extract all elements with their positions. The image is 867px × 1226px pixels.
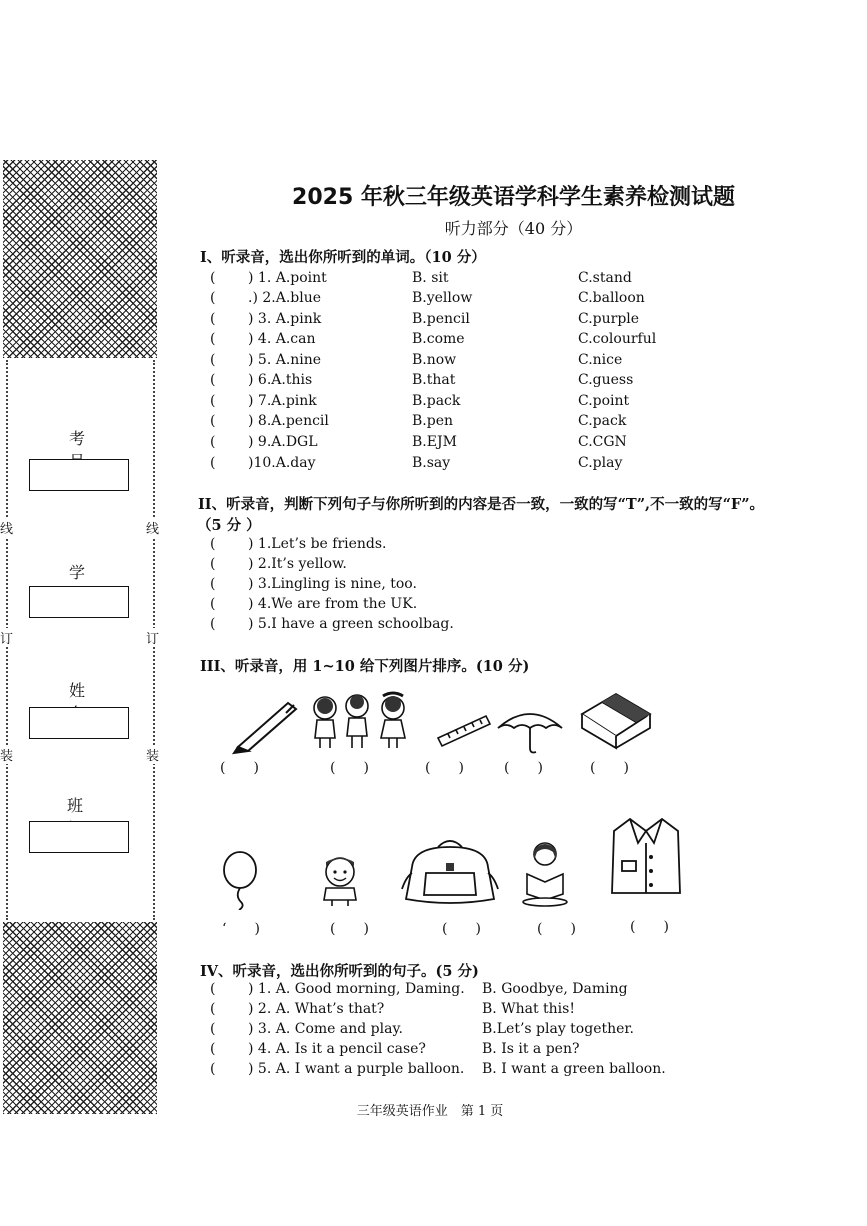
binding-char-zhuang-left: 装: [0, 745, 13, 764]
option-c: C.colourful: [578, 331, 657, 347]
option-a: )10.A.day: [248, 455, 316, 471]
answer-paren[interactable]: (: [210, 596, 216, 612]
school-field[interactable]: [29, 586, 129, 618]
option-b: B.yellow: [412, 290, 473, 306]
option-a: ) 9.A.DGL: [248, 434, 318, 450]
picture-answer-blank[interactable]: ( ): [504, 760, 543, 776]
option-c: C.stand: [578, 270, 632, 286]
pen-picture: [230, 695, 302, 755]
section2-heading-score: （5 分 ）: [197, 517, 261, 534]
hatched-strip-top: [3, 160, 157, 358]
answer-paren[interactable]: (: [210, 331, 216, 347]
picture-answer-blank[interactable]: ( ): [442, 921, 481, 937]
option-b: B. I want a green balloon.: [482, 1061, 666, 1077]
exam-number-field[interactable]: [29, 459, 129, 491]
girl-reading-picture: [517, 838, 573, 908]
option-a: ) 1. A.point: [248, 270, 327, 286]
answer-paren[interactable]: (: [210, 455, 216, 471]
answer-paren[interactable]: (: [210, 372, 216, 388]
section4-heading: IV、听录音，选出你所听到的句子。(5 分): [200, 963, 479, 980]
answer-paren[interactable]: (: [210, 616, 216, 632]
answer-paren[interactable]: (: [210, 536, 216, 552]
binding-char-ding-right: 订: [146, 628, 159, 647]
option-a: ) 3. A. Come and play.: [248, 1021, 403, 1037]
statement-text: ) 2.It’s yellow.: [248, 556, 347, 572]
option-c: C.nice: [578, 352, 623, 368]
picture-answer-blank[interactable]: ( ): [330, 921, 369, 937]
binding-char-ding-left: 订: [0, 628, 13, 647]
umbrella-picture: [494, 706, 566, 756]
option-b: B.come: [412, 331, 465, 347]
statement-text: ) 3.Lingling is nine, too.: [248, 576, 417, 592]
binding-char-xian-right: 线: [146, 518, 159, 537]
option-c: C.point: [578, 393, 630, 409]
answer-paren[interactable]: (: [210, 413, 216, 429]
answer-paren[interactable]: (: [210, 1061, 216, 1077]
picture-answer-blank[interactable]: ‘ ): [222, 921, 260, 937]
option-b: B.pack: [412, 393, 461, 409]
answer-paren[interactable]: (: [210, 556, 216, 572]
option-a: ) 5. A.nine: [248, 352, 322, 368]
answer-paren[interactable]: (: [210, 311, 216, 327]
option-a: ) 4. A.can: [248, 331, 316, 347]
option-a: ) 2. A. What’s that?: [248, 1001, 385, 1017]
answer-paren[interactable]: (: [210, 270, 216, 286]
binding-char-xian-left: 线: [0, 518, 13, 537]
option-c: C.play: [578, 455, 623, 471]
picture-answer-blank[interactable]: ( ): [220, 760, 259, 776]
answer-paren[interactable]: (: [210, 1041, 216, 1057]
answer-paren[interactable]: (: [210, 434, 216, 450]
school-label: 学: [68, 563, 107, 582]
option-b: B. What this!: [482, 1001, 575, 1017]
answer-paren[interactable]: (: [210, 393, 216, 409]
section2-heading: II、听录音，判断下列句子与你所听到的内容是否一致，一致的写“T”,不一致的写“F”。: [198, 496, 765, 513]
picture-answer-blank[interactable]: ( ): [630, 919, 669, 935]
option-a: ) 5. A. I want a purple balloon.: [248, 1061, 465, 1077]
option-a: .) 2.A.blue: [248, 290, 322, 306]
option-c: C.balloon: [578, 290, 645, 306]
option-a: ) 6.A.this: [248, 372, 313, 388]
name-label: 姓: [68, 681, 107, 700]
hatched-strip-bottom: [3, 922, 157, 1114]
section1-heading: Ⅰ、听录音，选出你所听到的单词。（10 分）: [200, 249, 486, 266]
option-b: B. Is it a pen?: [482, 1041, 580, 1057]
ruler-picture: [436, 712, 492, 748]
answer-paren[interactable]: (: [210, 1001, 216, 1017]
eraser-picture: [576, 688, 654, 750]
binding-char-zhuang-right: 装: [146, 745, 159, 764]
answer-paren[interactable]: (: [210, 352, 216, 368]
picture-answer-blank[interactable]: ( ): [425, 760, 464, 776]
name-field[interactable]: [29, 707, 129, 739]
option-b: B.pen: [412, 413, 454, 429]
option-b: B.say: [412, 455, 451, 471]
statement-text: ) 1.Let’s be friends.: [248, 536, 387, 552]
exam-number-label: 考: [68, 429, 107, 448]
picture-answer-blank[interactable]: ( ): [590, 760, 629, 776]
page-footer: 三年级英语作业 第 1 页: [356, 1104, 504, 1119]
option-b: B. Goodbye, Daming: [482, 981, 628, 997]
option-b: B.now: [412, 352, 457, 368]
option-c: C.CGN: [578, 434, 627, 450]
answer-paren[interactable]: (: [210, 576, 216, 592]
option-c: C.purple: [578, 311, 640, 327]
schoolbag-picture: [400, 833, 500, 907]
picture-answer-blank[interactable]: ( ): [330, 760, 369, 776]
option-a: ) 1. A. Good morning, Daming.: [248, 981, 465, 997]
class-label: 班: [66, 796, 105, 815]
option-b: B.pencil: [412, 311, 470, 327]
option-a: ) 8.A.pencil: [248, 413, 329, 429]
picture-answer-blank[interactable]: ( ): [537, 921, 576, 937]
option-b: B. sit: [412, 270, 449, 286]
option-b: B.EJM: [412, 434, 457, 450]
option-a: ) 4. A. Is it a pencil case?: [248, 1041, 426, 1057]
statement-text: ) 4.We are from the UK.: [248, 596, 418, 612]
option-c: C.guess: [578, 372, 634, 388]
section3-heading: III、听录音，用 1~10 给下列图片排序。(10 分): [200, 658, 530, 675]
answer-paren[interactable]: (: [210, 290, 216, 306]
page-subtitle: 听力部分（40 分）: [444, 219, 583, 238]
option-a: ) 7.A.pink: [248, 393, 317, 409]
jacket-picture: [608, 813, 684, 899]
option-a: ) 3. A.pink: [248, 311, 322, 327]
answer-paren[interactable]: (: [210, 1021, 216, 1037]
class-field[interactable]: [29, 821, 129, 853]
option-c: C.pack: [578, 413, 627, 429]
page-title: 2025 年秋三年级英语学科学生素养检测试题: [292, 185, 735, 210]
option-b: B.Let’s play together.: [482, 1021, 635, 1037]
statement-text: ) 5.I have a green schoolbag.: [248, 616, 454, 632]
answer-paren[interactable]: (: [210, 981, 216, 997]
balloon-picture: [215, 850, 265, 910]
boy-picture: [312, 852, 368, 908]
option-b: B.that: [412, 372, 456, 388]
children-picture: [305, 688, 415, 752]
